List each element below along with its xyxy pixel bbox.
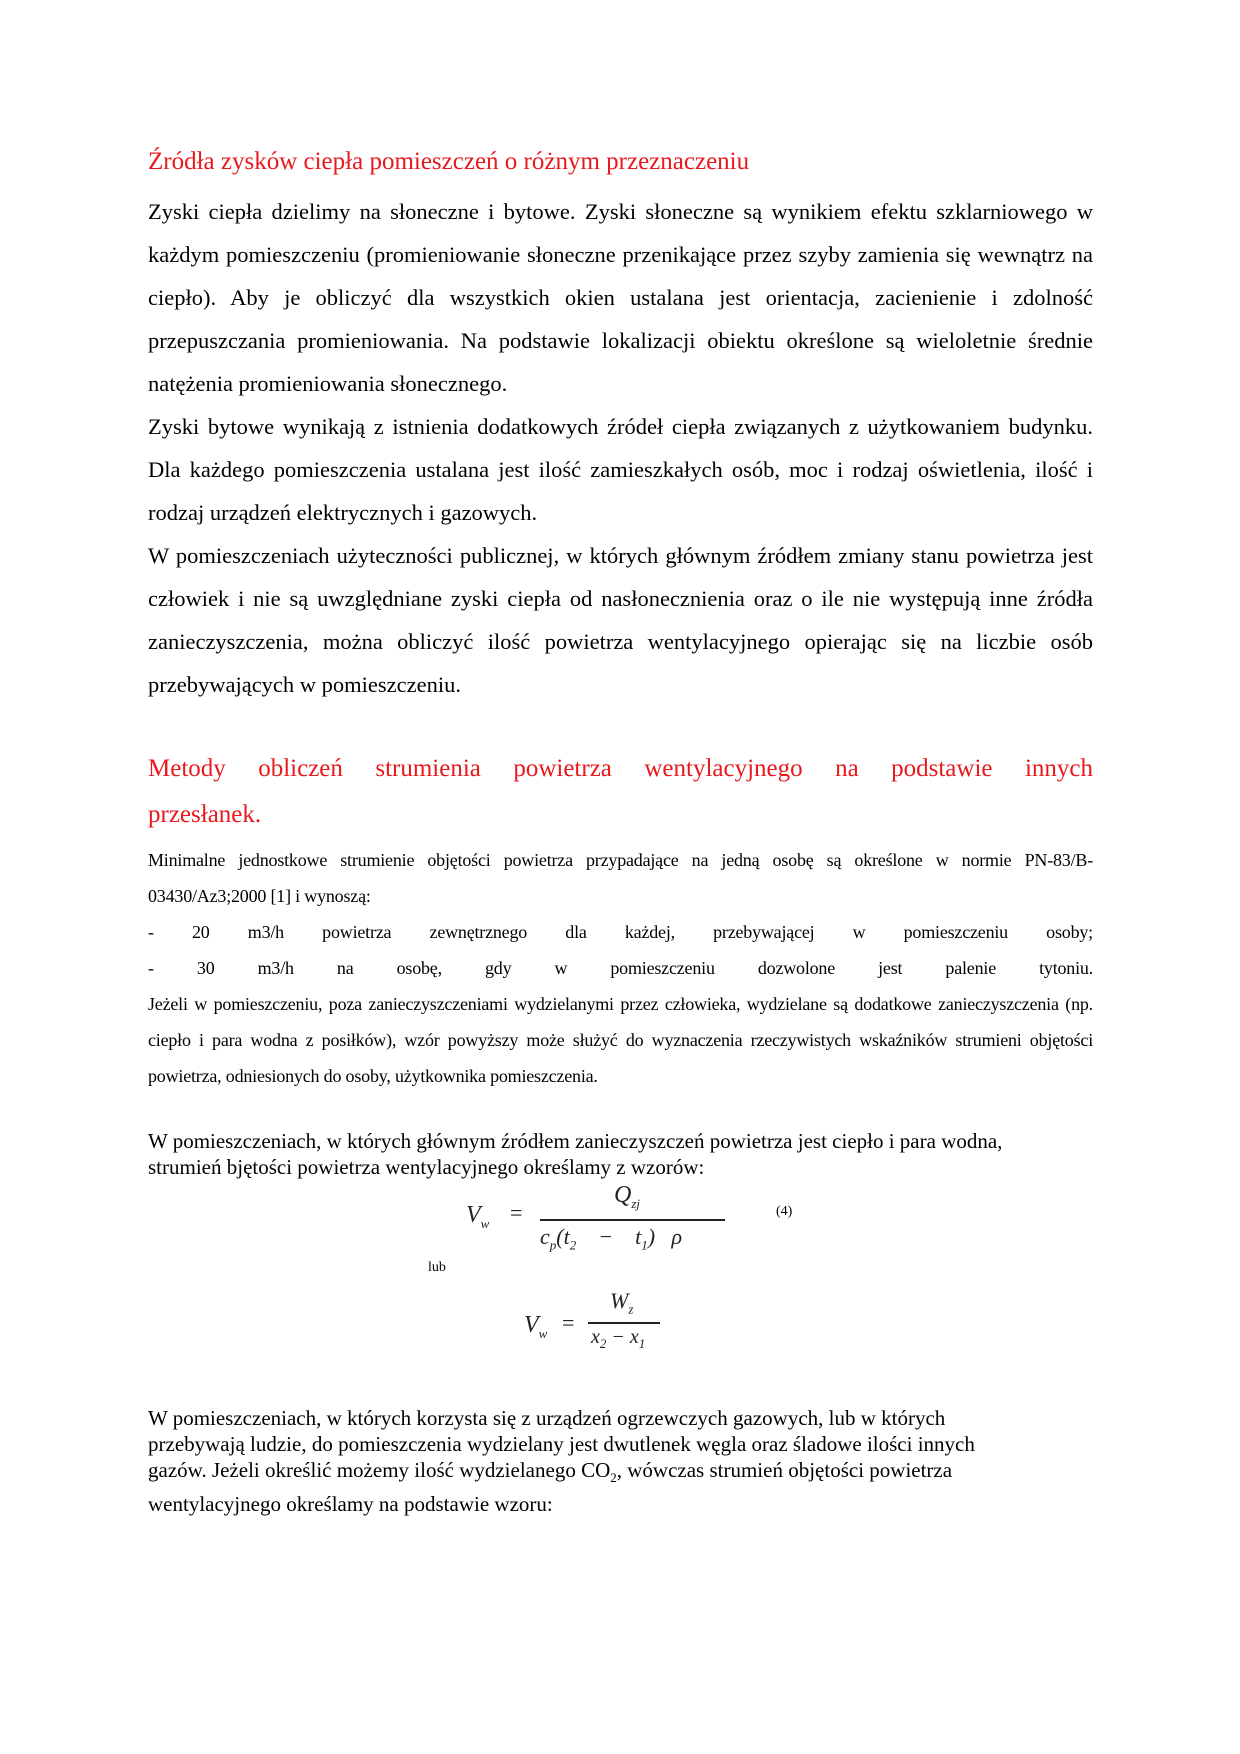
formula-intro <box>148 1128 1093 1180</box>
norm-intro: Minimalne jednostkowe strumienie objętości powietrza przypadające na jedną osobę są określone w normie PN-83/B-03430/Az3;2000 [1] i wynoszą: <box>148 850 1093 906</box>
co2-line3b: , wówczas strumień objętości powietrza <box>616 1458 953 1482</box>
section1-heading: Źródła zysków ciepła pomieszczeń o różnym przeznaczeniu <box>148 148 750 175</box>
section1-paragraph-1: Zyski ciepła dzielimy na słoneczne i bytowe. Zyski słoneczne są wynikiem efektu szklarniowego w każdym pomieszczeniu (promieniowanie słoneczne przenikające przez szyby zamienia się wewnątrz na ciepło). Aby je obliczyć dla wszystkich okien ustalana jest orientacja, zacienienie i zdolność przepuszczania promieniowania. Na podstawie lokalizacji obiektu określone są wieloletnie średnie natężenia promieniowania słonecznego. <box>148 199 1093 396</box>
co2-paragraph <box>148 1405 1093 1517</box>
co2-subscript: 2 <box>610 1470 617 1486</box>
formula-intro-line2: strumień bjętości powietrza wentylacyjnego określamy z wzorów: <box>148 1155 705 1179</box>
co2-line4: wentylacyjnego określamy na podstawie wzoru: <box>148 1492 553 1517</box>
formulas-block: $V_w$ = $Q_{zj}$ $c_p(t_2$ − $t_1$) ρ (4) lub $V_w$ = $W_z$ $x_2 - x_1$ <box>428 1182 793 1351</box>
section1-paragraph-3: W pomieszczeniach użyteczności publicznej, w których głównym źródłem zmiany stanu powietrza jest człowiek i nie są uwzględniane zyski ciepła od nasłonecznienia oraz o ile nie występują inne źródła zanieczyszczenia, można obliczyć ilość powietrza wentylacyjnego opierając się na liczbie osób przebywających w pomieszczeniu. <box>148 543 1093 697</box>
bullet-list <box>148 914 1093 986</box>
co2-line2: przebywają ludzie, do pomieszczenia wydzielany jest dwutlenek węgla oraz śladowe ilości innych <box>148 1432 975 1456</box>
section1-paragraph-2: Zyski bytowe wynikają z istnienia dodatkowych źródeł ciepła związanych z użytkowaniem budynku. Dla każdego pomieszczenia ustalana jest ilość zamieszkałych osób, moc i rodzaj oświetlenia, ilość i rodzaj urządzeń elektrycznych i gazowych. <box>148 414 1093 525</box>
section2-heading <box>148 746 1093 838</box>
additional-pollution-paragraph: Jeżeli w pomieszczeniu, poza zanieczyszczeniami wydzielanymi przez człowieka, wydzielane są dodatkowe zanieczyszczenia (np. ciepło i para wodna z posiłków), wzór powyższy może służyć do wyznaczenia rzeczywistych wskaźników strumieni objętości powietrza, odniesionych do osoby, użytkownika pomieszczenia. <box>148 994 1093 1086</box>
co2-line1: W pomieszczeniach, w których korzysta się z urządzeń ogrzewczych gazowych, lub w których <box>148 1406 946 1430</box>
section2-heading-line2: przesłanek. <box>148 801 262 828</box>
formula-intro-line1: W pomieszczeniach, w których głównym źródłem zanieczyszczeń powietrza jest ciepło i para wodna, <box>148 1129 1003 1153</box>
page-content <box>148 140 1093 1517</box>
co2-line3a: gazów. Jeżeli określić możemy ilość wydzielanego CO <box>148 1458 611 1482</box>
bullet-item-1: - 20 m3/h powietrza zewnętrznego dla każdej, przebywającej w pomieszczeniu osoby; <box>148 922 1093 942</box>
formula-number: (4) <box>776 1204 793 1219</box>
section2-heading-line1: Metody obliczeń strumienia powietrza wentylacyjnego na podstawie innych <box>148 755 1093 782</box>
lub-label: lub <box>428 1260 446 1275</box>
bullet-item-2: - 30 m3/h na osobę, gdy w pomieszczeniu dozwolone jest palenie tytoniu. <box>148 958 1093 978</box>
